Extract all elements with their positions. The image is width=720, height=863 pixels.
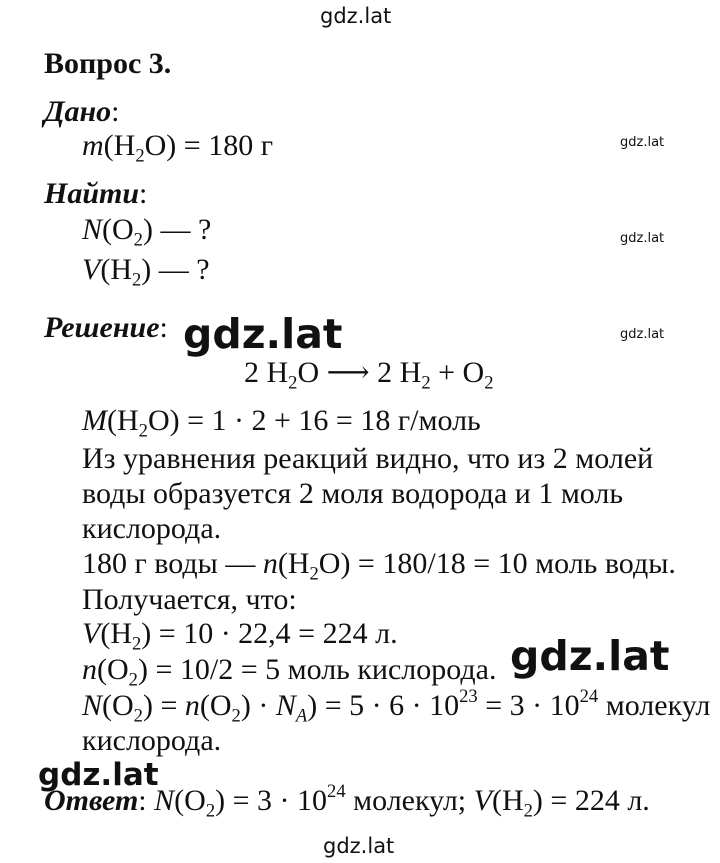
text-line-3: кислорода. — [82, 512, 222, 545]
volume-h2-line: $V(H_2) = 10 \cdot 22,4 = 224$ л. — [82, 617, 398, 655]
watermark-small-3: gdz.lat — [620, 327, 665, 342]
solution-label: Решение: — [44, 311, 168, 344]
find-n-o2: $N(O_2)$ — ? — [82, 213, 212, 251]
text-line-5: Получается, что: — [82, 583, 297, 616]
watermark-top: gdz.lat — [320, 4, 392, 28]
given-mass: $m(H_2O) = 180$ г — [82, 129, 274, 167]
text-line-2: воды образуется 2 моля водорода и 1 моль — [82, 477, 624, 510]
moles-o2-line: $n(O_2) = 10/2 = 5$ моль кислорода. — [82, 653, 497, 691]
watermark-big-3: gdz.lat — [38, 757, 159, 793]
text-line-1: Из уравнения реакций видно, что из 2 молей — [82, 442, 654, 475]
text-line-9: кислорода. — [82, 724, 222, 757]
watermark-big-1: gdz.lat — [183, 310, 343, 358]
find-label: Найти: — [44, 177, 148, 210]
question-heading: Вопрос 3. — [44, 47, 172, 80]
molar-mass-line: $M(H_2O) = 1 \cdot 2 + 16 = 18$ г/моль — [82, 404, 481, 442]
watermark-bottom: gdz.lat — [323, 834, 395, 858]
watermark-small-2: gdz.lat — [620, 231, 665, 246]
answer-line: Ответ: $N(O_2) = 3 \cdot 10^{24}$ молекул; $V(H_2) = 224$ л. — [44, 780, 650, 822]
moles-water-line: 180 г воды — $n(H_2O) = 180/18 = 10$ моль воды. — [82, 547, 676, 585]
find-v-h2: $V(H_2)$ — ? — [82, 253, 210, 291]
watermark-small-1: gdz.lat — [620, 135, 665, 150]
molecules-o2-line: $N(O_2) = n(O_2) \cdot N_A) = 5 \cdot 6 \cdot 10^{23} = 3 \cdot 10^{24}$ молекул — [82, 685, 711, 727]
reaction-equation: 2 $H_2O$ ⟶ 2 $H_2 + O_2$ — [244, 356, 494, 394]
given-label: Дано: — [44, 95, 120, 128]
watermark-big-2: gdz.lat — [510, 632, 670, 680]
